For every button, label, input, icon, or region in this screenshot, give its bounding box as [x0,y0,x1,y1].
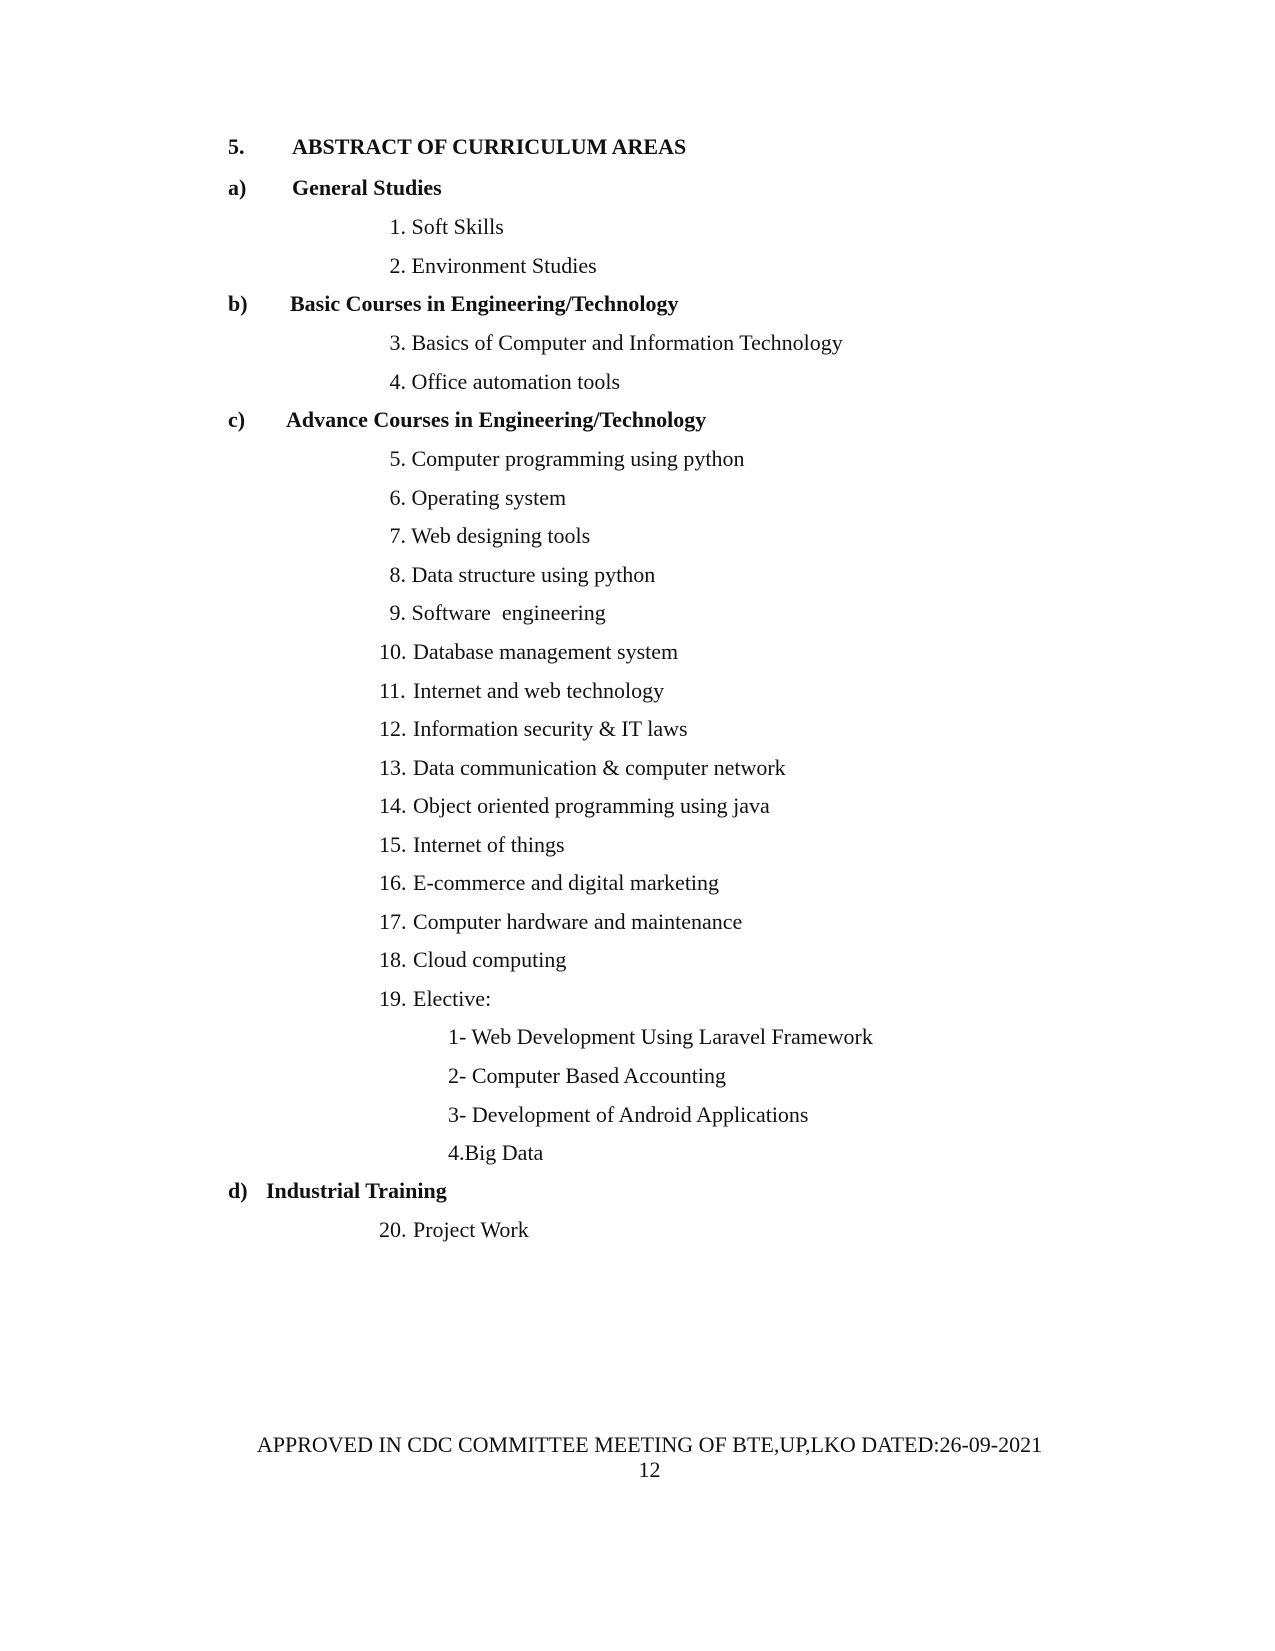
page-number: 12 [638,1457,661,1482]
heading-number: 5. [228,134,245,159]
subsection-label: c) [228,407,246,432]
item-number: 17. [379,909,407,934]
subsection-title: Advance Courses in Engineering/Technology [286,407,707,432]
item-number: 2. [389,253,406,278]
elective-item [448,1140,543,1166]
heading-title: ABSTRACT OF CURRICULUM AREAS [292,134,687,159]
item-number: 4. [389,369,406,394]
item-text: Internet of things [413,832,565,857]
item-text: Computer hardware and maintenance [413,909,743,934]
list-item [372,562,655,588]
list-item [379,947,566,973]
item-text: Operating system [411,485,567,510]
list-item [379,1217,529,1243]
list-item [372,369,620,395]
list-item [379,678,664,704]
item-text: Database management system [413,639,679,664]
item-number: 15. [379,832,407,857]
item-number: 18. [379,947,407,972]
elective-item [448,1024,873,1050]
item-text: Elective: [413,986,492,1011]
elective-text: 1- Web Development Using Laravel Framework [448,1024,873,1049]
subsection-general-studies [228,175,442,201]
list-item [372,600,606,626]
item-number: 6. [389,485,406,510]
list-item [379,986,491,1012]
item-text: Basics of Computer and Information Technology [411,330,843,355]
item-number: 12. [379,716,407,741]
elective-item [448,1063,726,1089]
item-text: Computer programming using python [411,446,745,471]
list-item [379,870,719,896]
list-item [379,716,688,742]
item-text: Software engineering [411,600,606,625]
item-text: Cloud computing [413,947,567,972]
subsection-label: b) [228,291,248,316]
list-item [379,755,786,781]
list-item [379,639,678,665]
item-number: 19. [379,986,407,1011]
item-number: 16. [379,870,407,895]
approval-footer: APPROVED IN CDC COMMITTEE MEETING OF BTE,UP,LKO DATED:26-09-2021 [256,1432,1043,1457]
subsection-label: a) [228,175,247,200]
item-number: 8. [389,562,406,587]
list-item [379,909,742,935]
subsection-industrial-training [228,1178,447,1204]
item-number: 3. [389,330,406,355]
item-text: Project Work [413,1217,529,1242]
subsection-advance-courses [228,407,706,433]
item-number: 10. [379,639,407,664]
item-number: 5. [389,446,406,471]
item-number: 1. [389,214,406,239]
item-text: Soft Skills [411,214,504,239]
item-number: 20. [379,1217,407,1242]
subsection-basic-courses [228,291,679,317]
elective-item [448,1102,809,1128]
list-item [372,253,597,279]
item-text: Web designing tools [411,523,591,548]
item-text: Data structure using python [411,562,656,587]
item-number: 9. [389,600,406,625]
item-text: Internet and web technology [413,678,665,703]
elective-text: 4.Big Data [448,1140,544,1165]
subsection-title: General Studies [292,175,442,200]
item-number: 11. [379,678,406,703]
item-number: 13. [379,755,407,780]
subsection-title: Industrial Training [266,1178,447,1203]
item-text: Data communication & computer network [413,755,786,780]
list-item [372,523,590,549]
item-number: 7. [389,523,406,548]
item-text: Information security & IT laws [413,716,688,741]
list-item [372,485,566,511]
list-item [372,330,843,356]
item-number: 14. [379,793,407,818]
item-text: Environment Studies [411,253,597,278]
list-item [372,446,745,472]
subsection-title: Basic Courses in Engineering/Technology [290,291,679,316]
elective-text: 3- Development of Android Applications [448,1102,809,1127]
list-item [372,214,504,240]
item-text: E-commerce and digital marketing [413,870,720,895]
item-text: Object oriented programming using java [413,793,770,818]
section-heading [228,134,686,160]
list-item [379,832,565,858]
item-text: Office automation tools [411,369,621,394]
list-item [379,793,770,819]
elective-text: 2- Computer Based Accounting [448,1063,727,1088]
subsection-label: d) [228,1178,248,1203]
